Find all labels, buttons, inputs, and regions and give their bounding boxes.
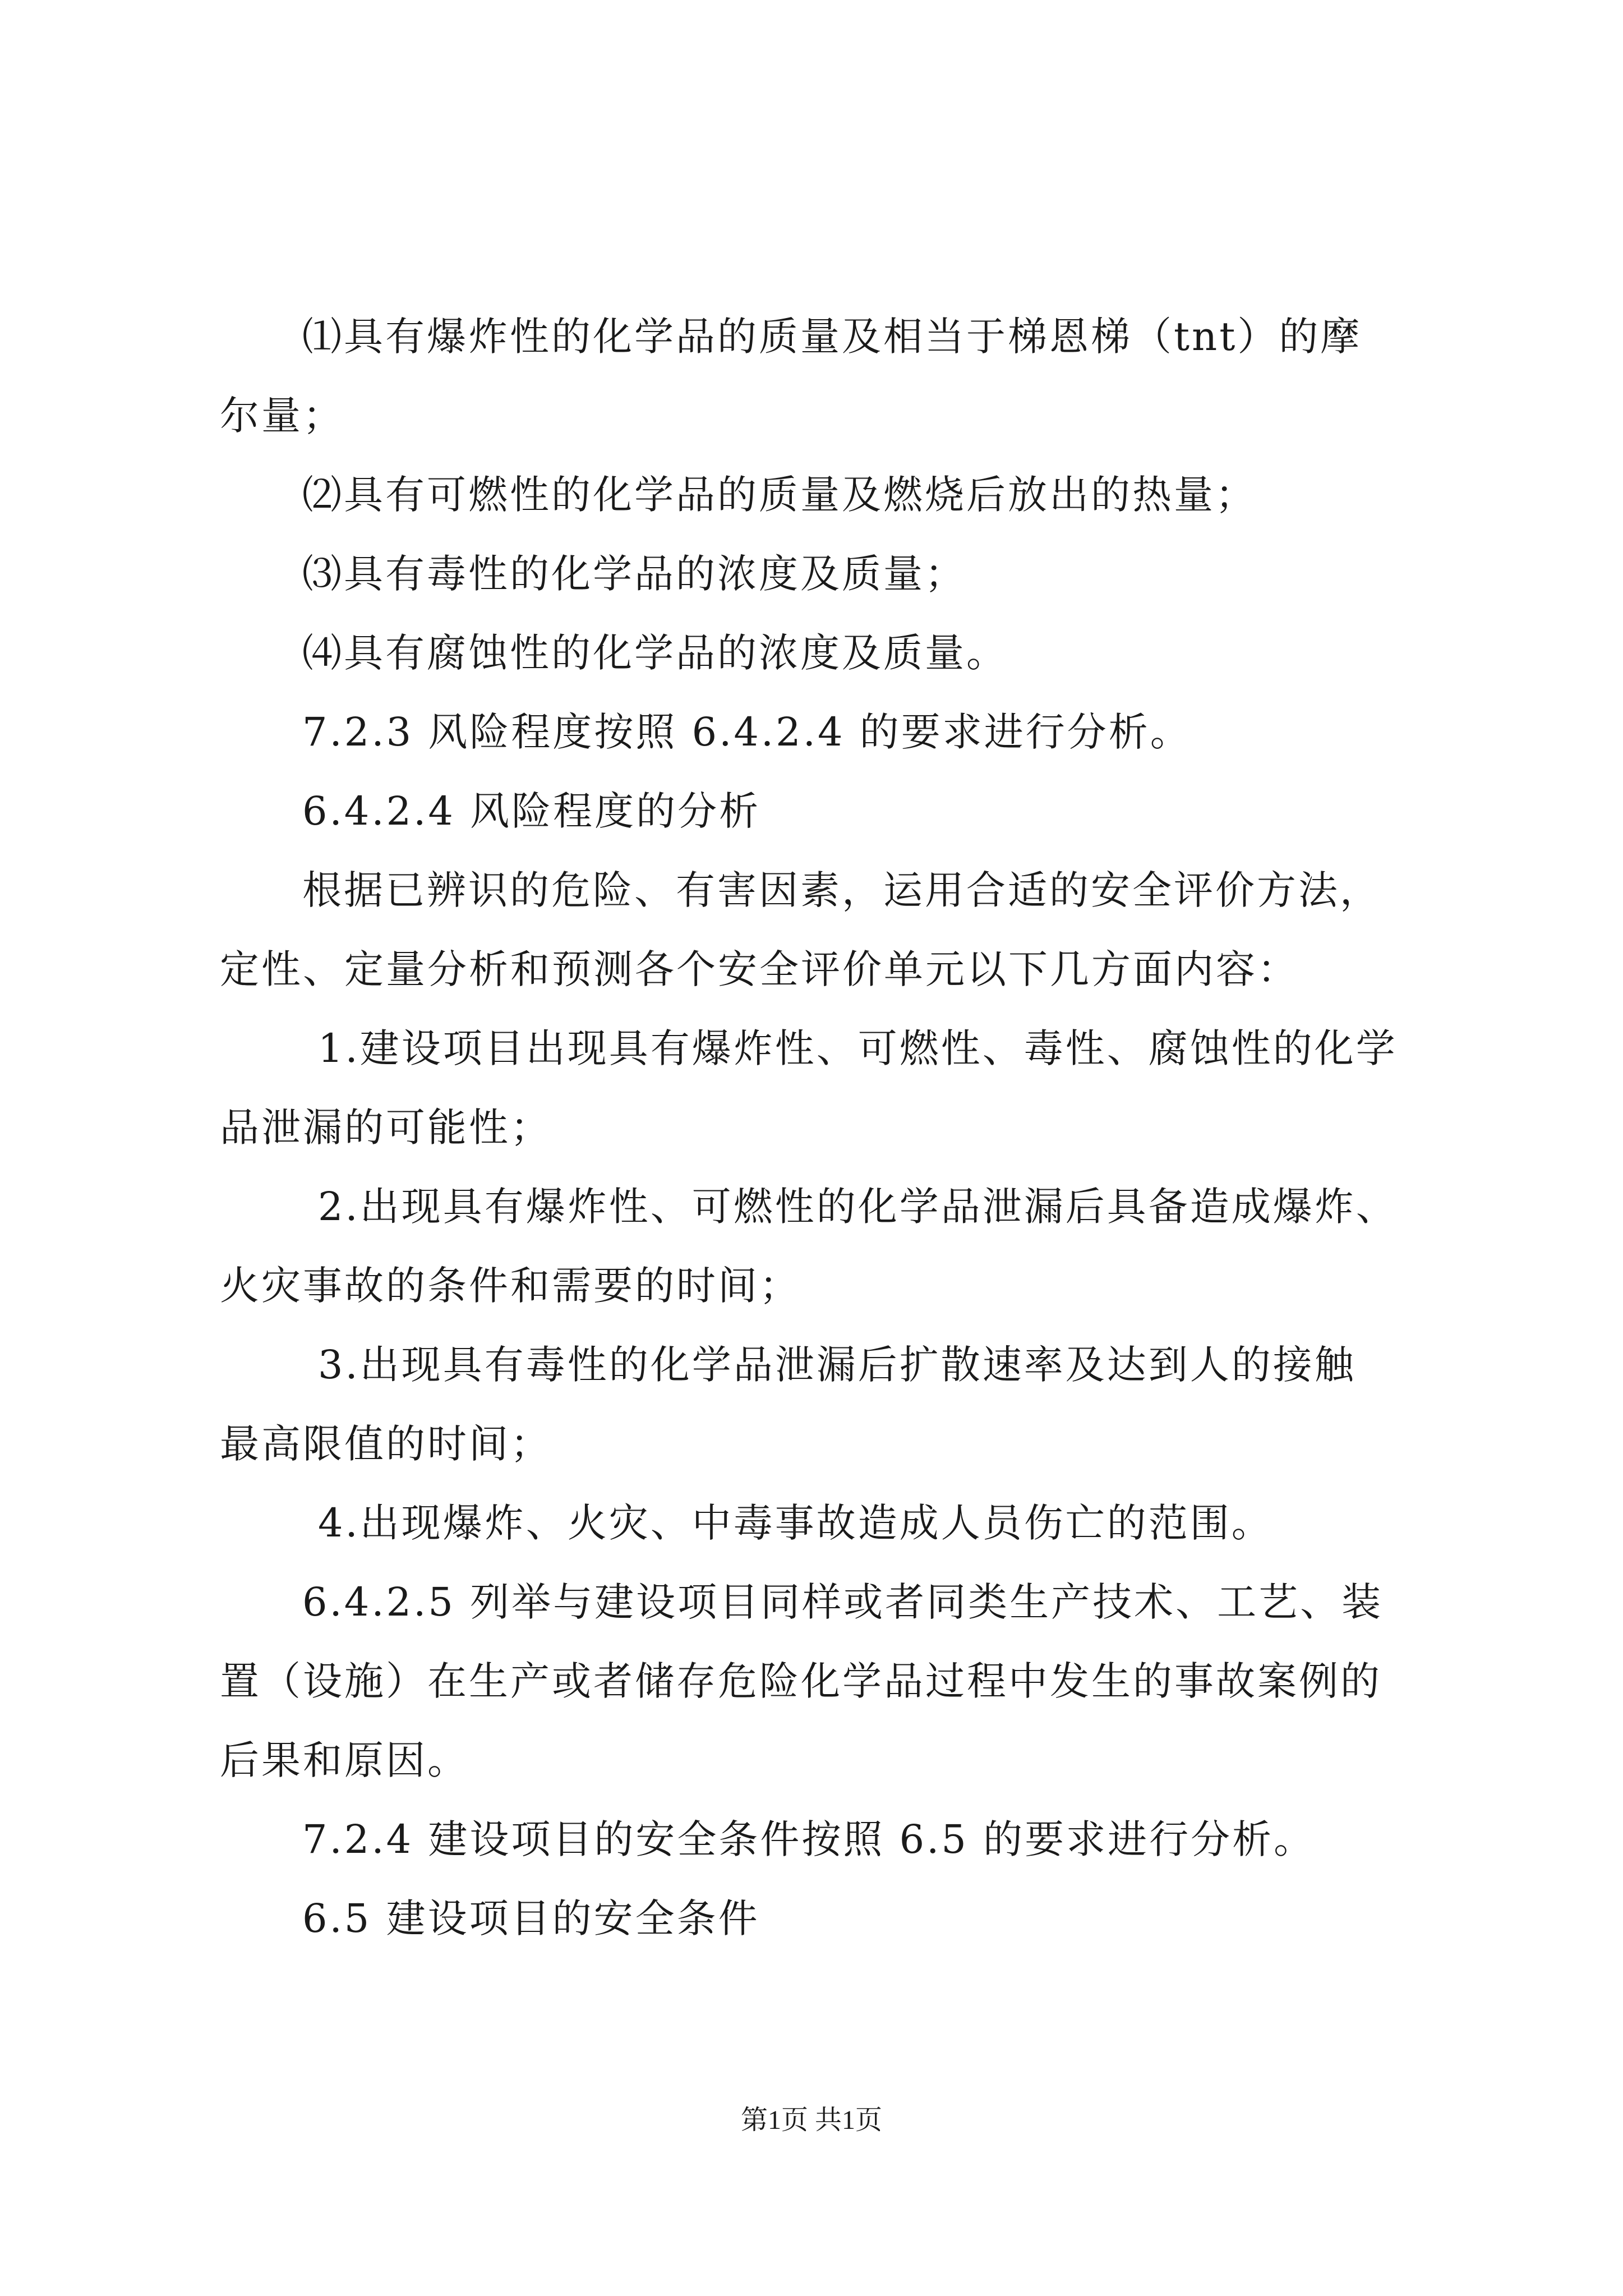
paragraph-line: 最高限值的时间；: [220, 1421, 552, 1467]
paragraph-line: 后果和原因。: [220, 1737, 469, 1783]
paragraph-line: 根据已辨识的危险、有害因素，运用合适的安全评价方法，: [302, 867, 1381, 913]
paragraph-line: ⑶具有毒性的化学品的浓度及质量；: [302, 551, 966, 597]
paragraph-line: ⑵具有可燃性的化学品的质量及燃烧后放出的热量；: [302, 472, 1257, 518]
paragraph-line: 置（设施）在生产或者储存危险化学品过程中发生的事故案例的: [220, 1658, 1382, 1704]
section-heading: 7.2.4 建设项目的安全条件按照 6.5 的要求进行分析。: [302, 1816, 1316, 1862]
list-item: 4.出现爆炸、火灾、中毒事故造成人员伤亡的范围。: [318, 1500, 1273, 1546]
paragraph-line: 品泄漏的可能性；: [220, 1105, 552, 1151]
paragraph-line: 定性、定量分析和预测各个安全评价单元以下几方面内容：: [220, 946, 1299, 992]
paragraph-line: ⑷具有腐蚀性的化学品的浓度及质量。: [302, 630, 1008, 676]
section-heading: 7.2.3 风险程度按照 6.4.2.4 的要求进行分析。: [302, 709, 1192, 755]
page-footer: 第1页 共1页: [740, 2105, 882, 2135]
list-item: 3.出现具有毒性的化学品泄漏后扩散速率及达到人的接触: [318, 1342, 1356, 1388]
document-body: [220, 297, 1431, 1958]
list-item: 2.出现具有爆炸性、可燃性的化学品泄漏后具备造成爆炸、: [318, 1184, 1398, 1230]
list-item: 1.建设项目出现具有爆炸性、可燃性、毒性、腐蚀性的化学: [318, 1025, 1398, 1071]
section-heading: 6.4.2.4 风险程度的分析: [302, 788, 761, 834]
paragraph-line: ⑴具有爆炸性的化学品的质量及相当于梯恩梯（tnt）的摩: [302, 314, 1362, 360]
section-heading: 6.4.2.5 列举与建设项目同样或者同类生产技术、工艺、装: [302, 1579, 1384, 1625]
paragraph-line: 尔量；: [220, 393, 344, 439]
section-heading: 6.5 建设项目的安全条件: [302, 1895, 760, 1941]
paragraph-line: 火灾事故的条件和需要的时间；: [220, 1263, 801, 1309]
